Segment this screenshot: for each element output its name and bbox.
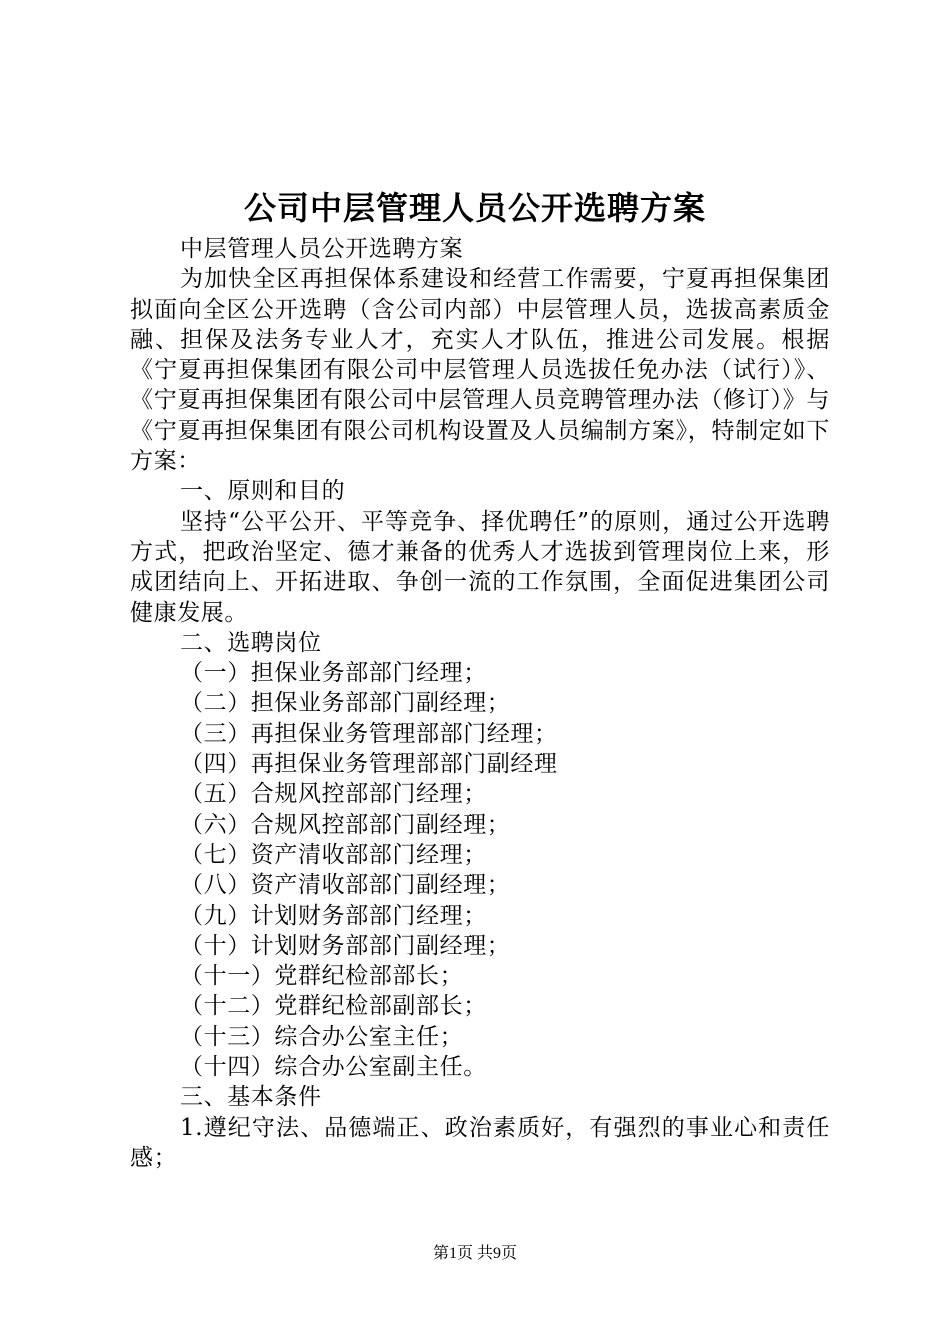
document-body — [130, 234, 830, 1173]
principles-paragraph: 坚持“公平公开、平等竞争、择优聘任”的原则，通过公开选聘方式，把政治坚定、德才兼备的优秀人才选拔到管理岗位上来，形成团结向上、开拓进取、争创一流的工作氛围，全面促进集团公司健康发展。 — [130, 508, 830, 626]
position-item: （十）计划财务部部门副经理； — [180, 932, 511, 959]
section-heading-conditions: 三、基本条件 — [180, 1084, 322, 1111]
subtitle-paragraph: 中层管理人员公开选聘方案 — [180, 236, 464, 262]
position-item: （五）合规风控部部门经理； — [180, 781, 487, 808]
position-item: （九）计划财务部部门经理； — [180, 902, 487, 929]
position-item: （十二）党群纪检部副部长； — [180, 993, 487, 1020]
position-item: （一）担保业务部部门经理； — [180, 660, 487, 687]
section-heading-positions: 二、选聘岗位 — [180, 629, 322, 656]
position-item: （六）合规风控部部门副经理； — [180, 811, 511, 838]
position-item: （七）资产清收部部门经理； — [180, 841, 487, 868]
page-number-footer: 第1页 共9页 — [432, 1245, 517, 1262]
condition-item: 1.遵纪守法、品德端正、政治素质好，有强烈的事业心和责任感； — [130, 1114, 830, 1171]
position-item: （二）担保业务部部门副经理； — [180, 690, 511, 717]
section-heading-principles: 一、原则和目的 — [180, 478, 346, 505]
position-item: （四）再担保业务管理部部门副经理 — [180, 751, 558, 778]
position-item: （三）再担保业务管理部部门经理； — [180, 720, 558, 747]
position-item: （十四）综合办公室副主任。 — [180, 1054, 487, 1081]
position-item: （八）资产清收部部门副经理； — [180, 872, 511, 899]
position-item: （十一）党群纪检部部长； — [180, 963, 464, 990]
document-title: 公司中层管理人员公开选聘方案 — [243, 189, 706, 227]
position-item: （十三）综合办公室主任； — [180, 1023, 464, 1050]
intro-paragraph: 为加快全区再担保体系建设和经营工作需要，宁夏再担保集团拟面向全区公开选聘（含公司内部）中层管理人员，选拔高素质金融、担保及法务专业人才，充实人才队伍，推进公司发展。根据《宁夏再担保集团有限公司中层管理人员选拔任免办法（试行）》、《宁夏再担保集团有限公司中层管理人员竞聘管理办法（修订）》与《宁夏再担保集团有限公司机构设置及人员编制方案》，特制定如下方案： — [130, 266, 830, 475]
